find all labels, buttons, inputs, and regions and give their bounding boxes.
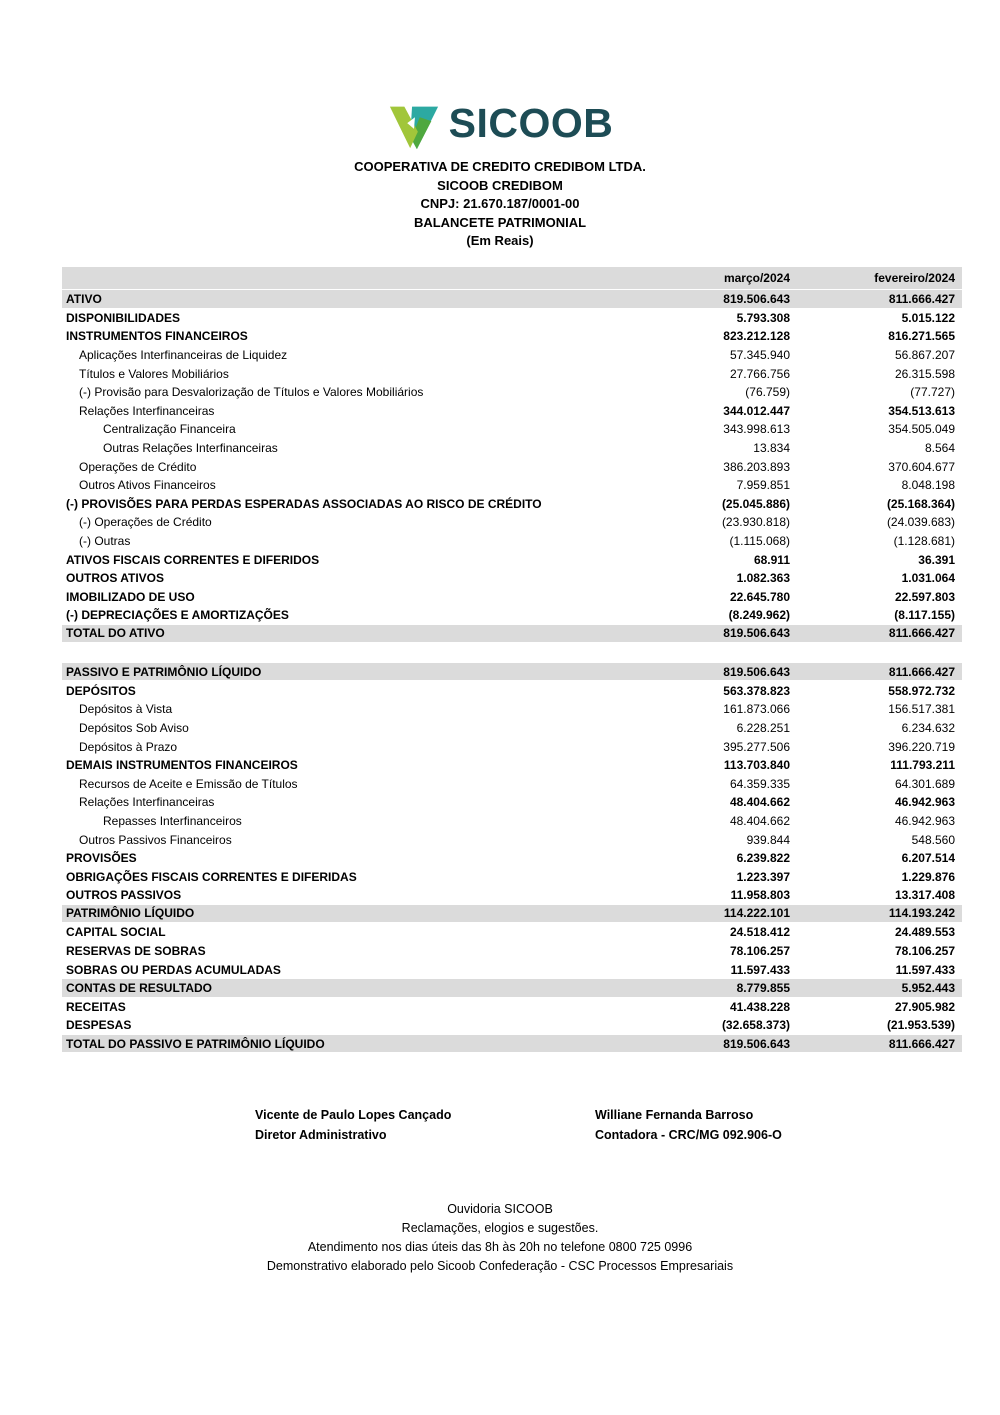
table-row (62, 886, 962, 905)
row-value-marco-2024: 48.404.662 (729, 795, 790, 810)
row-label: TOTAL DO ATIVO (66, 626, 165, 641)
row-value-fevereiro-2024: 13.317.408 (894, 888, 955, 903)
sicoob-logo-text: SICOOB (448, 99, 614, 146)
table-row (62, 756, 962, 775)
table-row (62, 681, 962, 700)
row-value-marco-2024: 41.438.228 (729, 999, 790, 1014)
row-value-marco-2024: 386.203.893 (723, 459, 790, 474)
table-row (62, 960, 962, 979)
row-value-marco-2024: 819.506.643 (723, 664, 790, 679)
trade-name: SICOOB CREDIBOM (437, 177, 563, 193)
row-value-fevereiro-2024: 396.220.719 (888, 739, 955, 754)
row-label: Repasses Interfinanceiros (103, 813, 242, 828)
row-label: Depósitos à Vista (79, 702, 173, 717)
row-value-fevereiro-2024: 11.597.433 (895, 962, 955, 977)
row-label: OUTROS ATIVOS (66, 571, 165, 586)
table-row (62, 588, 962, 607)
row-label: RECEITAS (66, 999, 126, 1014)
row-value-fevereiro-2024: 156.517.381 (888, 702, 955, 717)
row-value-marco-2024: 68.911 (753, 552, 790, 567)
row-label: Títulos e Valores Mobiliários (79, 366, 229, 381)
row-value-marco-2024: 11.597.433 (730, 962, 790, 977)
row-value-fevereiro-2024: 354.505.049 (888, 422, 955, 437)
row-value-marco-2024: 48.404.662 (729, 813, 790, 828)
row-label: RESERVAS DE SOBRAS (66, 944, 206, 959)
table-row (62, 327, 962, 346)
row-value-marco-2024: 27.766.756 (729, 366, 790, 381)
row-value-fevereiro-2024: 64.301.689 (894, 776, 955, 791)
row-value-marco-2024: 823.212.128 (723, 329, 790, 344)
row-value-fevereiro-2024: 811.666.427 (888, 1036, 955, 1051)
row-value-marco-2024: 1.082.363 (736, 571, 790, 586)
row-label: Operações de Crédito (79, 459, 197, 474)
row-label: Outras Relações Interfinanceiras (103, 441, 278, 456)
table-row (62, 774, 962, 793)
table-row (62, 942, 962, 961)
row-label: INSTRUMENTOS FINANCEIROS (66, 329, 248, 344)
section-gap (62, 643, 962, 663)
row-label: OUTROS PASSIVOS (66, 888, 182, 903)
table-row (62, 532, 962, 551)
table-row (62, 495, 962, 514)
row-value-marco-2024: 939.844 (746, 832, 790, 847)
report-title: BALANCETE PATRIMONIAL (413, 214, 587, 230)
table-row (62, 402, 962, 421)
row-label: PROVISÕES (66, 851, 137, 866)
row-value-marco-2024: (8.249.962) (728, 608, 790, 623)
sicoob-v-icon (387, 98, 441, 152)
column-header-fevereiro-2024: fevereiro/2024 (874, 271, 955, 285)
row-label: Recursos de Aceite e Emissão de Títulos (79, 776, 298, 791)
table-row (62, 1016, 962, 1035)
currency-note: (Em Reais) (466, 233, 534, 248)
row-value-fevereiro-2024: (25.168.364) (886, 496, 955, 511)
row-value-marco-2024: (23.930.818) (721, 515, 790, 530)
row-value-marco-2024: 64.359.335 (729, 776, 790, 791)
row-label: DEPÓSITOS (66, 683, 136, 698)
row-value-fevereiro-2024: 811.666.427 (888, 291, 955, 306)
table-row (62, 606, 962, 625)
row-label: Centralização Financeira (103, 422, 236, 437)
row-value-fevereiro-2024: 27.905.982 (894, 999, 955, 1014)
table-row (62, 290, 962, 309)
row-value-fevereiro-2024: 78.106.257 (894, 944, 955, 959)
table-row (62, 719, 962, 738)
row-value-fevereiro-2024: 816.271.565 (888, 329, 955, 344)
signature-accountant-name: Williane Fernanda Barroso (595, 1108, 754, 1122)
row-value-marco-2024: 819.506.643 (723, 626, 790, 641)
row-label: (-) Outras (79, 534, 131, 549)
signature-accountant (595, 1106, 782, 1145)
row-label: CAPITAL SOCIAL (66, 925, 166, 940)
row-value-marco-2024: 78.106.257 (729, 944, 790, 959)
signature-director (255, 1106, 451, 1145)
cnpj: CNPJ: 21.670.187/0001-00 (420, 196, 580, 211)
row-value-fevereiro-2024: 26.315.598 (894, 366, 955, 381)
table-row (62, 663, 962, 682)
row-value-marco-2024: 114.222.101 (723, 906, 790, 921)
row-value-marco-2024: 563.378.823 (723, 683, 790, 698)
table-row (62, 700, 962, 719)
row-value-fevereiro-2024: 56.867.207 (894, 348, 955, 363)
table-row (62, 905, 962, 924)
row-value-fevereiro-2024: (1.128.681) (893, 534, 955, 549)
row-value-fevereiro-2024: (77.727) (910, 385, 955, 400)
row-value-fevereiro-2024: 370.604.677 (888, 459, 955, 474)
footer-atendimento: Atendimento nos dias úteis das 8h às 20h no telefone 0800 725 0996 (307, 1240, 693, 1254)
table-row (62, 998, 962, 1017)
row-value-fevereiro-2024: 114.193.242 (888, 906, 955, 921)
row-value-fevereiro-2024: 548.560 (911, 832, 955, 847)
row-value-fevereiro-2024: 24.489.553 (894, 925, 955, 940)
row-label: Outros Ativos Financeiros (79, 478, 216, 493)
table-row (62, 364, 962, 383)
row-value-fevereiro-2024: 111.793.211 (890, 758, 955, 773)
row-value-marco-2024: 57.345.940 (729, 348, 790, 363)
row-value-marco-2024: (76.759) (745, 385, 790, 400)
row-label: CONTAS DE RESULTADO (66, 980, 212, 995)
row-value-fevereiro-2024: 8.564 (924, 441, 955, 456)
row-label: PATRIMÔNIO LÍQUIDO (66, 906, 195, 921)
table-row (62, 569, 962, 588)
row-value-marco-2024: 6.239.822 (736, 851, 790, 866)
company-name: COOPERATIVA DE CREDITO CREDIBOM LTDA. (354, 159, 646, 174)
document-footer (0, 1200, 1000, 1276)
footer-ouvidoria: Ouvidoria SICOOB (447, 1202, 553, 1216)
table-row (62, 513, 962, 532)
row-value-marco-2024: (32.658.373) (721, 1018, 790, 1033)
row-value-fevereiro-2024: 46.942.963 (894, 795, 955, 810)
row-value-marco-2024: 1.223.397 (736, 869, 790, 884)
row-value-marco-2024: 819.506.643 (723, 291, 790, 306)
row-value-fevereiro-2024: 811.666.427 (888, 664, 955, 679)
row-value-fevereiro-2024: 6.234.632 (901, 720, 955, 735)
row-value-marco-2024: 11.958.803 (730, 888, 790, 903)
row-value-fevereiro-2024: 811.666.427 (888, 626, 955, 641)
signature-director-name: Vicente de Paulo Lopes Cançado (255, 1108, 452, 1122)
row-value-marco-2024: 5.793.308 (736, 310, 790, 325)
row-value-marco-2024: 161.873.066 (723, 702, 790, 717)
row-value-marco-2024: 24.518.412 (729, 925, 790, 940)
row-value-fevereiro-2024: (21.953.539) (886, 1018, 955, 1033)
row-label: DESPESAS (66, 1018, 132, 1033)
table-row (62, 550, 962, 569)
row-value-fevereiro-2024: (8.117.155) (894, 608, 955, 623)
row-label: (-) Provisão para Desvalorização de Títulos e Valores Mobiliários (79, 385, 424, 400)
sicoob-logo (0, 96, 1000, 154)
column-header-marco-2024: março/2024 (723, 271, 790, 285)
row-value-marco-2024: 7.959.851 (736, 478, 790, 493)
row-label: OBRIGAÇÕES FISCAIS CORRENTES E DIFERIDAS (66, 869, 357, 884)
table-row (62, 383, 962, 402)
row-value-fevereiro-2024: 8.048.198 (901, 478, 955, 493)
table-row (62, 737, 962, 756)
row-label: Depósitos à Prazo (79, 739, 178, 754)
row-label: Outros Passivos Financeiros (79, 832, 232, 847)
row-value-marco-2024: 6.228.251 (736, 720, 790, 735)
row-value-fevereiro-2024: 22.597.803 (894, 589, 955, 604)
row-label: (-) PROVISÕES PARA PERDAS ESPERADAS ASSOCIADAS AO RISCO DE CRÉDITO (66, 496, 542, 511)
row-value-marco-2024: 13.834 (753, 441, 790, 456)
row-value-marco-2024: 344.012.447 (723, 403, 790, 418)
table-row (62, 830, 962, 849)
table-row (62, 849, 962, 868)
row-label: DISPONIBILIDADES (66, 310, 181, 325)
row-value-fevereiro-2024: 46.942.963 (894, 813, 955, 828)
row-value-fevereiro-2024: 36.391 (918, 552, 955, 567)
row-label: (-) DEPRECIAÇÕES E AMORTIZAÇÕES (66, 608, 289, 623)
footer-reclamacoes: Reclamações, elogios e sugestões. (401, 1221, 599, 1235)
table-row (62, 793, 962, 812)
table-row (62, 979, 962, 998)
footer-demonstrativo: Demonstrativo elaborado pelo Sicoob Confederação - CSC Processos Empresariais (266, 1259, 734, 1273)
row-value-marco-2024: 395.277.506 (723, 739, 790, 754)
signature-accountant-role: Contadora - CRC/MG 092.906-O (595, 1127, 782, 1142)
table-row (62, 476, 962, 495)
table-row (62, 420, 962, 439)
row-label: SOBRAS OU PERDAS ACUMULADAS (66, 962, 281, 977)
section-ativo (62, 290, 962, 643)
table-row (62, 1035, 962, 1054)
row-label: (-) Operações de Crédito (79, 515, 212, 530)
table-row (62, 346, 962, 365)
row-value-marco-2024: 22.645.780 (729, 589, 790, 604)
row-value-fevereiro-2024: 6.207.514 (901, 851, 955, 866)
row-value-marco-2024: (25.045.886) (721, 496, 790, 511)
row-label: IMOBILIZADO DE USO (66, 589, 195, 604)
signature-director-role: Diretor Administrativo (255, 1127, 387, 1142)
table-row (62, 923, 962, 942)
row-value-fevereiro-2024: 5.015.122 (901, 310, 955, 325)
row-value-marco-2024: 819.506.643 (723, 1036, 790, 1051)
row-label: ATIVOS FISCAIS CORRENTES E DIFERIDOS (66, 552, 320, 567)
table-row (62, 625, 962, 644)
table-row (62, 309, 962, 328)
row-value-fevereiro-2024: 1.229.876 (901, 869, 955, 884)
row-label: DEMAIS INSTRUMENTOS FINANCEIROS (66, 758, 298, 773)
row-label: Relações Interfinanceiras (79, 795, 215, 810)
row-label: Depósitos Sob Aviso (79, 720, 189, 735)
row-value-fevereiro-2024: 354.513.613 (888, 403, 955, 418)
document-header (0, 158, 1000, 251)
table-header-row (62, 267, 962, 290)
row-label: ATIVO (66, 291, 102, 306)
row-label: TOTAL DO PASSIVO E PATRIMÔNIO LÍQUIDO (66, 1036, 325, 1051)
table-row (62, 812, 962, 831)
row-label: PASSIVO E PATRIMÔNIO LÍQUIDO (66, 664, 262, 679)
table-row (62, 457, 962, 476)
row-value-fevereiro-2024: 5.952.443 (901, 980, 955, 995)
section-passivo (62, 663, 962, 1053)
table-row (62, 867, 962, 886)
row-value-marco-2024: 343.998.613 (723, 422, 790, 437)
balance-sheet-table (62, 267, 962, 1053)
row-value-fevereiro-2024: 558.972.732 (888, 683, 955, 698)
table-row (62, 439, 962, 458)
row-label: Relações Interfinanceiras (79, 403, 215, 418)
row-value-marco-2024: 113.703.840 (723, 758, 790, 773)
row-value-marco-2024: (1.115.068) (729, 534, 790, 549)
row-value-fevereiro-2024: (24.039.683) (886, 515, 955, 530)
row-value-marco-2024: 8.779.855 (736, 980, 790, 995)
row-value-fevereiro-2024: 1.031.064 (901, 571, 955, 586)
row-label: Aplicações Interfinanceiras de Liquidez (79, 348, 288, 363)
